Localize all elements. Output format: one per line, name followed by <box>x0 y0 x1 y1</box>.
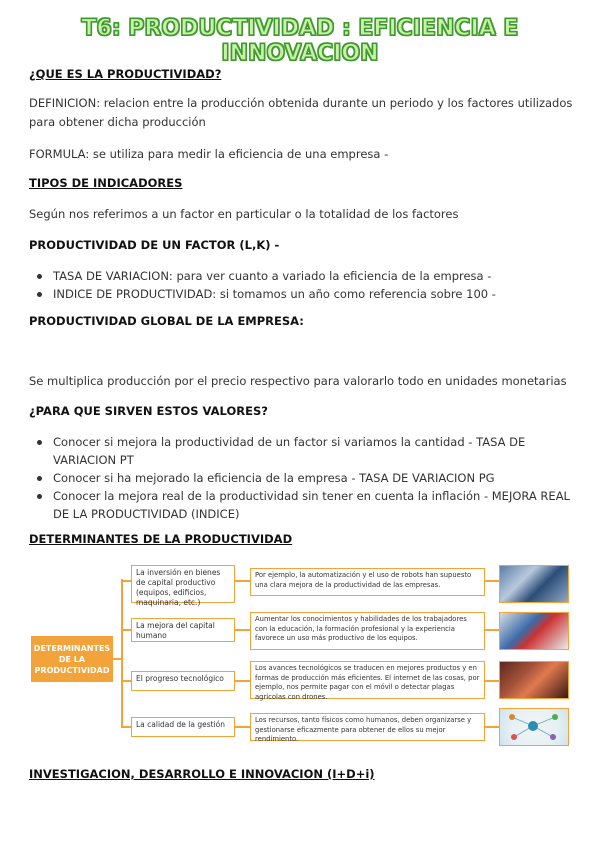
connector <box>485 629 499 631</box>
connector <box>235 629 250 631</box>
heading-idi: INVESTIGACION, DESARROLLO E INNOVACION (I+D+i) <box>29 767 375 781</box>
network-icon <box>500 709 567 744</box>
list-item: Conocer si mejora la productividad de un factor si variamos la cantidad - TASA DE VARIACION PT <box>29 433 574 469</box>
network-image <box>499 708 569 746</box>
heading-productividad-global: PRODUCTIVIDAD GLOBAL DE LA EMPRESA: <box>29 314 304 328</box>
connector <box>121 629 131 631</box>
factor-list <box>29 267 574 303</box>
para-que-list <box>29 433 574 523</box>
connector <box>485 580 499 582</box>
formula-text: FORMULA: se utiliza para medir la eficiencia de una empresa - <box>29 147 389 161</box>
connector <box>235 726 250 728</box>
mobile-payment-image <box>499 661 569 699</box>
prod-global-text: Se multiplica producción por el precio respectivo para valorarlo todo en unidades monetarias <box>29 374 567 388</box>
robots-image <box>499 565 569 603</box>
workers-image <box>499 612 569 650</box>
connector <box>485 726 499 728</box>
list-item: Conocer la mejora real de la productividad sin tener en cuenta la inflación - MEJORA REAL DE LA PRODUCTIVIDAD (INDICE) <box>29 487 574 523</box>
connector <box>235 580 250 582</box>
diagram-label-2: La mejora del capital humano <box>131 618 235 642</box>
heading-tipos-indicadores: TIPOS DE INDICADORES <box>29 176 183 190</box>
diagram-desc-3: Los avances tecnológicos se traducen en mejores productos y en formas de producción más eficientes. El internet de las cosas, por ejemplo, nos permite pagar con el móvil o detectar plagas agrícolas con drones. <box>250 661 485 699</box>
connector <box>121 579 123 726</box>
connector <box>121 726 131 728</box>
determinantes-diagram <box>29 563 574 748</box>
diagram-label-3: El progreso tecnológico <box>131 671 235 691</box>
heading-productividad-factor: PRODUCTIVIDAD DE UN FACTOR (L,K) - <box>29 238 280 252</box>
connector <box>121 580 131 582</box>
definicion-text: DEFINICION: relacion entre la producción obtenida durante un periodo y los factores utilizados para obtener dicha producción <box>29 96 573 129</box>
diagram-label-1: La inversión en bienes de capital productivo (equipos, edificios, maquinaria, etc.) <box>131 565 235 603</box>
page-title: T6: PRODUCTIVIDAD : EFICIENCIA E INNOVACION <box>81 16 519 66</box>
diagram-label-4: La calidad de la gestión <box>131 717 235 737</box>
diagram-desc-4: Los recursos, tanto físicos como humanos, deben organizarse y gestionarse eficazmente para obtener de ellos su mejor rendimiento. <box>250 713 485 741</box>
diagram-desc-1: Por ejemplo, la automatización y el uso de robots han supuesto una clara mejora de la productividad de las empresas. <box>250 568 485 596</box>
list-item: INDICE DE PRODUCTIVIDAD: si tomamos un año como referencia sobre 100 - <box>29 285 574 303</box>
diagram-main-box: DETERMINANTES DE LA PRODUCTIVIDAD <box>31 636 113 682</box>
connector <box>485 680 499 682</box>
heading-determinantes: DETERMINANTES DE LA PRODUCTIVIDAD <box>29 532 293 546</box>
list-item: TASA DE VARIACION: para ver cuanto a variado la eficiencia de la empresa - <box>29 267 574 285</box>
diagram-desc-2: Aumentar los conocimientos y habilidades de los trabajadores con la educación, la formación profesional y la experiencia favorece un uso más productivo de los equipos. <box>250 612 485 650</box>
connector <box>121 680 131 682</box>
tipos-text: Según nos referimos a un factor en particular o la totalidad de los factores <box>29 207 459 221</box>
heading-que-es: ¿QUE ES LA PRODUCTIVIDAD? <box>29 67 222 81</box>
connector <box>235 680 250 682</box>
list-item: Conocer si ha mejorado la eficiencia de la empresa - TASA DE VARIACION PG <box>29 469 574 487</box>
heading-para-que: ¿PARA QUE SIRVEN ESTOS VALORES? <box>29 404 268 418</box>
